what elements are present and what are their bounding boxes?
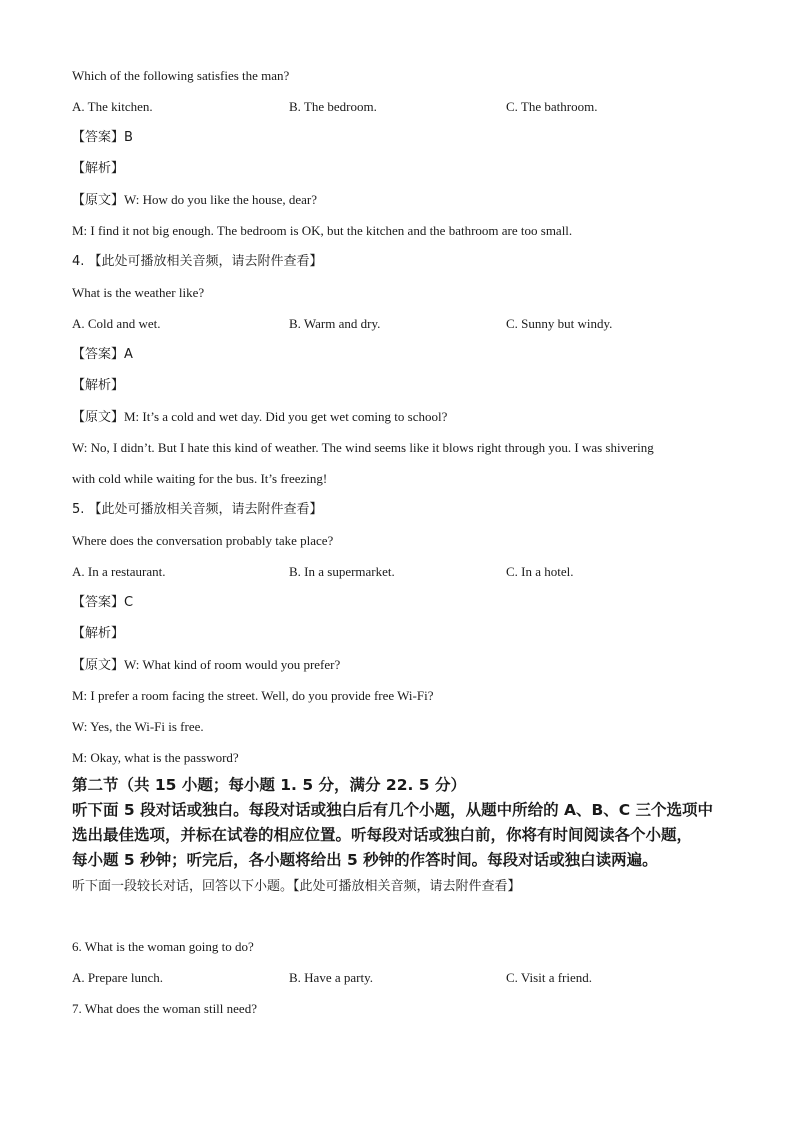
q5-option-b: B. In a supermarket. bbox=[289, 564, 395, 579]
section-instructions-line: 每小题 5 秒钟；听完后，各小题将给出 5 秒钟的作答时间。每段对话或独白读两遍。 bbox=[72, 851, 658, 869]
q4-question: What is the weather like? bbox=[72, 285, 205, 300]
q4-analysis: 【解析】 bbox=[72, 378, 125, 393]
q4-transcript-line: with cold while waiting for the bus. It’s freezing! bbox=[72, 471, 328, 486]
q4-options bbox=[72, 314, 732, 345]
q5-options bbox=[72, 562, 732, 593]
q4-number: 4. 【此处可播放相关音频，请去附件查看】 bbox=[72, 254, 323, 269]
q5-transcript-line: M: I prefer a room facing the street. Well, do you provide free Wi-Fi? bbox=[72, 688, 434, 703]
q6-option-b: B. Have a party. bbox=[289, 970, 373, 985]
q6-option-c: C. Visit a friend. bbox=[506, 970, 592, 985]
exam-page bbox=[72, 66, 732, 1030]
audio-note: 听下面一段较长对话，回答以下小题。【此处可播放相关音频，请去附件查看】 bbox=[72, 879, 521, 894]
q5-transcript-line: M: Okay, what is the password? bbox=[72, 750, 239, 765]
q4-transcript-line: 【原文】M: It’s a cold and wet day. Did you get wet coming to school? bbox=[72, 409, 448, 424]
q5-analysis: 【解析】 bbox=[72, 626, 125, 641]
q5-question: Where does the conversation probably take place? bbox=[72, 533, 334, 548]
q5-option-c: C. In a hotel. bbox=[506, 564, 574, 579]
q3-option-c: C. The bathroom. bbox=[506, 99, 598, 114]
q3-transcript-line: M: I find it not big enough. The bedroom is OK, but the kitchen and the bathroom are too small. bbox=[72, 223, 573, 238]
q6-question: 6. What is the woman going to do? bbox=[72, 939, 254, 954]
q4-answer: 【答案】A bbox=[72, 347, 133, 362]
q4-option-a: A. Cold and wet. bbox=[72, 316, 161, 331]
q5-number: 5. 【此处可播放相关音频，请去附件查看】 bbox=[72, 502, 323, 517]
q5-option-a: A. In a restaurant. bbox=[72, 564, 166, 579]
section-instructions-line: 听下面 5 段对话或独白。每段对话或独白后有几个小题，从题中所给的 A、B、C 三个选项中 bbox=[72, 801, 714, 819]
q3-options bbox=[72, 97, 732, 128]
section-instructions-line: 选出最佳选项，并标在试卷的相应位置。听每段对话或独白前，你将有时间阅读各个小题， bbox=[72, 826, 693, 844]
q4-option-b: B. Warm and dry. bbox=[289, 316, 381, 331]
q6-option-a: A. Prepare lunch. bbox=[72, 970, 163, 985]
q3-option-a: A. The kitchen. bbox=[72, 99, 153, 114]
q6-options bbox=[72, 968, 732, 999]
q5-transcript-line: 【原文】W: What kind of room would you prefer? bbox=[72, 657, 341, 672]
q4-transcript-line: W: No, I didn’t. But I hate this kind of weather. The wind seems like it blows right through you. I was shivering bbox=[72, 440, 654, 455]
q3-question: Which of the following satisfies the man? bbox=[72, 68, 290, 83]
q3-option-b: B. The bedroom. bbox=[289, 99, 377, 114]
section-heading: 第二节（共 15 小题；每小题 1. 5 分，满分 22. 5 分） bbox=[72, 776, 466, 794]
spacer bbox=[72, 897, 732, 937]
q3-answer: 【答案】B bbox=[72, 130, 133, 145]
q7-question: 7. What does the woman still need? bbox=[72, 1001, 257, 1016]
q3-analysis: 【解析】 bbox=[72, 161, 125, 176]
q4-option-c: C. Sunny but windy. bbox=[506, 316, 613, 331]
q5-answer: 【答案】C bbox=[72, 595, 134, 610]
q5-transcript-line: W: Yes, the Wi-Fi is free. bbox=[72, 719, 204, 734]
q3-transcript-line: 【原文】W: How do you like the house, dear? bbox=[72, 192, 318, 207]
